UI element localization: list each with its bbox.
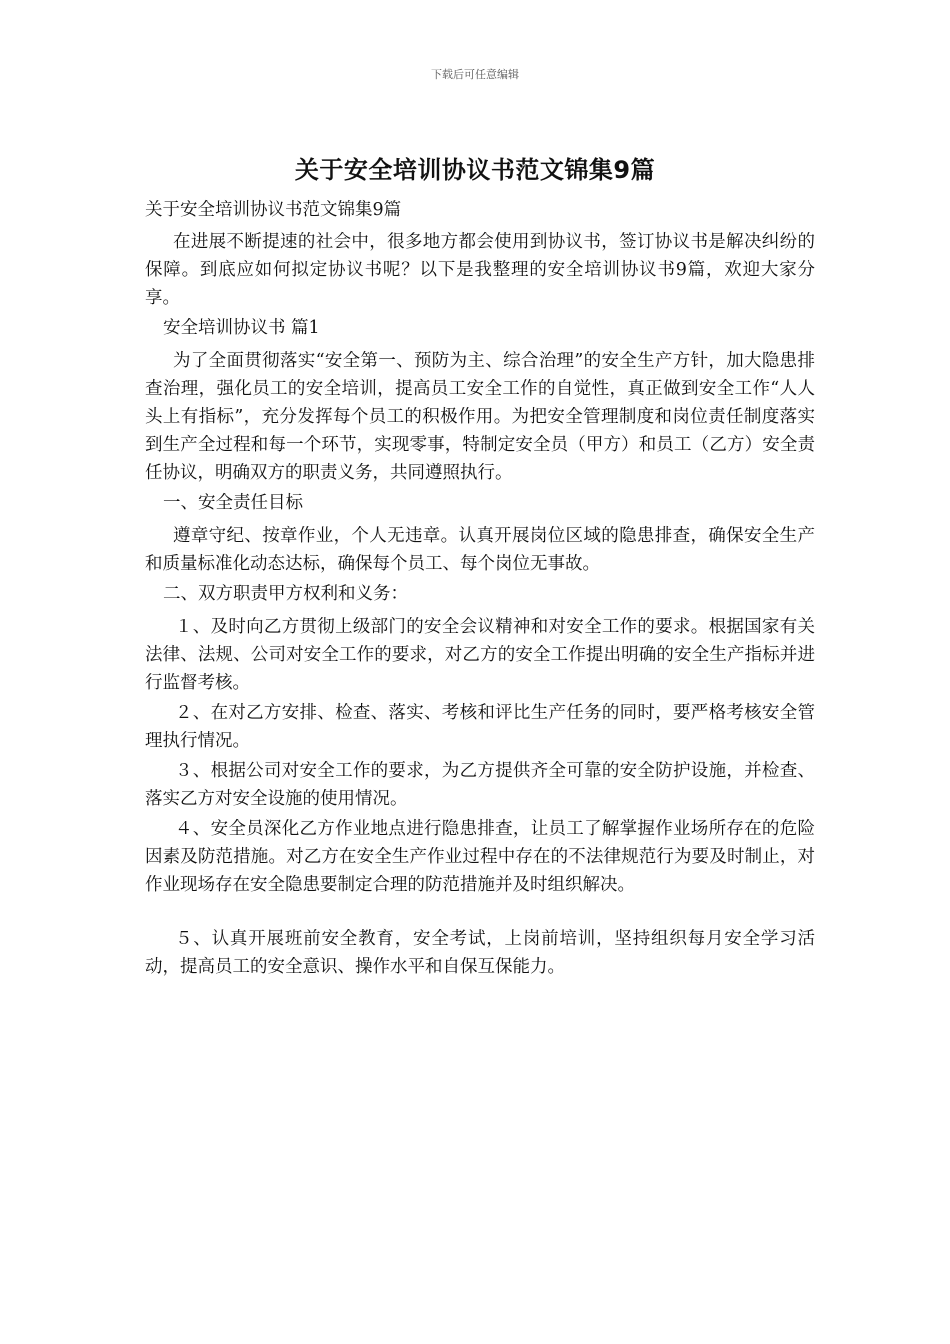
- document-title: 关于安全培训协议书范文锦集9篇: [294, 156, 656, 184]
- intro-paragraph: 在进展不断提速的社会中，很多地方都会使用到协议书，签订协议书是解决纠纷的保障。到底应如何拟定协议书呢？以下是我整理的安全培训协议书9篇，欢迎大家分享。: [145, 232, 815, 308]
- part-body-1: 遵章守纪、按章作业，个人无违章。认真开展岗位区域的隐患排查，确保安全生产和质量标准化动态达标，确保每个员工、每个岗位无事故。: [145, 526, 815, 574]
- list-item: １、及时向乙方贯彻上级部门的安全会议精神和对安全工作的要求。根据国家有关法律、法规、公司对安全工作的要求，对乙方的安全工作提出明确的安全生产指标并进行监督考核。: [145, 617, 815, 693]
- part-heading-2: 二、双方职责甲方权利和义务：: [163, 584, 408, 604]
- list-item: ５、认真开展班前安全教育，安全考试，上岗前培训，坚持组织每月安全学习活动，提高员工的安全意识、操作水平和自保互保能力。: [145, 929, 815, 977]
- document-subtitle: 关于安全培训协议书范文锦集9篇: [145, 200, 402, 220]
- section-intro-paragraph: 为了全面贯彻落实“安全第一、预防为主、综合治理”的安全生产方针，加大隐患排查治理，强化员工的安全培训，提高员工安全工作的自觉性，真正做到安全工作“人人头上有指标”，充分发挥每个员工的积极作用。为把安全管理制度和岗位责任制度落实到生产全过程和每一个环节，实现零事，特制定安全员（甲方）和员工（乙方）安全责任协议，明确双方的职责义务，共同遵照执行。: [145, 351, 815, 483]
- list-item: ４、安全员深化乙方作业地点进行隐患排查，让员工了解掌握作业场所存在的危险因素及防范措施。对乙方在安全生产作业过程中存在的不法律规范行为要及时制止，对作业现场存在安全隐患要制定合理的防范措施并及时组织解决。: [145, 819, 815, 895]
- document-body: [145, 196, 815, 983]
- header-note: 下载后可任意编辑: [431, 68, 519, 81]
- list-item: ３、根据公司对安全工作的要求，为乙方提供齐全可靠的安全防护设施，并检查、落实乙方对安全设施的使用情况。: [145, 761, 815, 809]
- part-heading-1: 一、安全责任目标: [163, 493, 303, 513]
- list-item: ２、在对乙方安排、检查、落实、考核和评比生产任务的同时，要严格考核安全管理执行情况。: [145, 703, 815, 751]
- section-heading: 安全培训协议书 篇1: [163, 318, 320, 338]
